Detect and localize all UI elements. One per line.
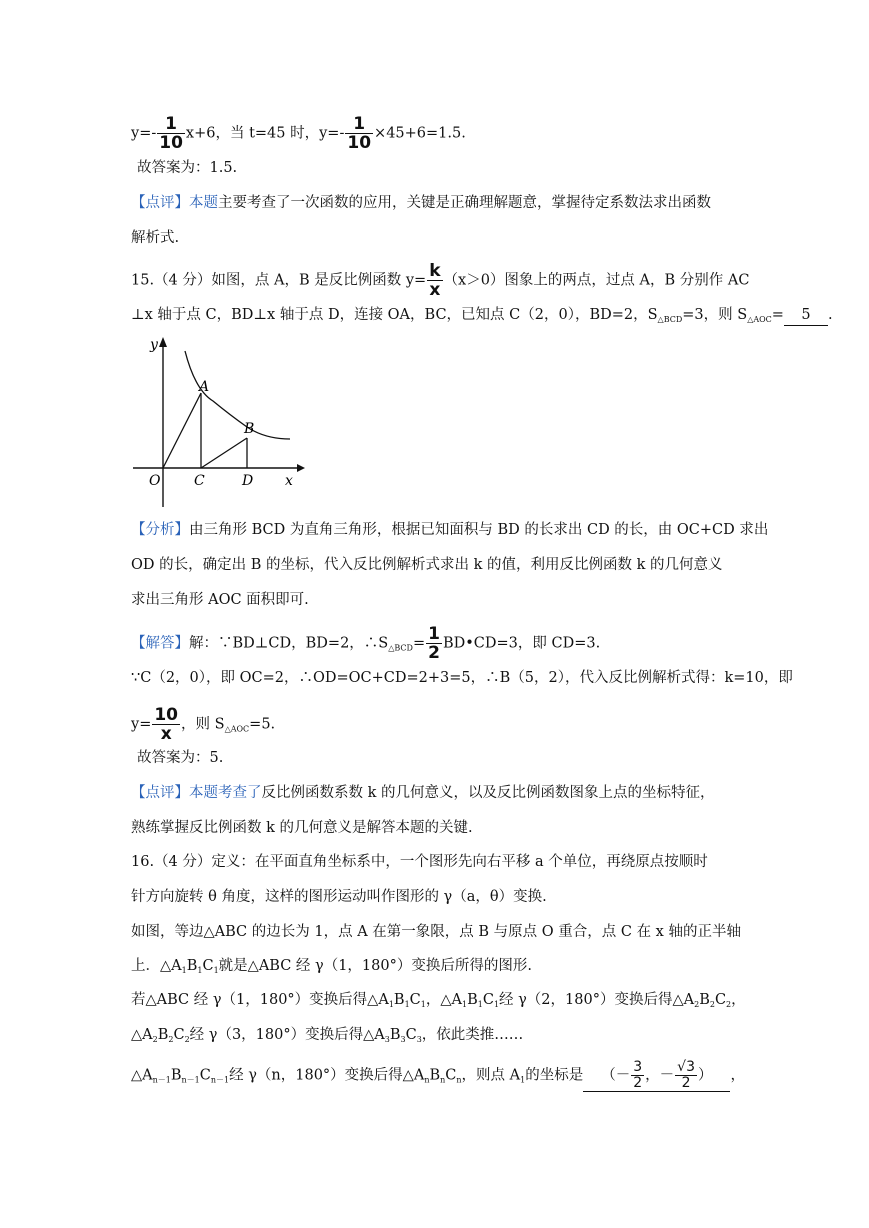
fraction: $\frac{1}{2}$ — [428, 624, 440, 663]
solution-tag: 【解答】 — [131, 635, 189, 652]
line-10: 【解答】解：∵BD⊥CD，BD=2，$\therefore S_{\triangle BCD}=$ $\frac{1}{2}$ BD•CD=3，即 CD=3. — [131, 624, 601, 663]
line-2: 故答案为：1.5. — [137, 160, 238, 176]
line-14: 【点评】本题考查了反比例函数系数 k 的几何意义，以及反比例函数图象上点的坐标特征， — [131, 785, 715, 801]
answer-blank: （－ $\frac{3}{2}$ ，－ $\frac{√3}{2}$ ） — [583, 1060, 730, 1092]
line-20: 若△ABC 经 γ（1，180°）变换后得$\triangle A_1B_1C_1$，$\triangle A_1B_1C_1$经 γ（2，180°）变换后得$\triangle A_2B_2C_2$， — [131, 992, 746, 1009]
line-19: 上．$\triangle A_1B_1C_1$就是△ABC 经 γ（1，180°）变换后所得的图形. — [131, 958, 532, 975]
line-21: $\triangle A_2B_2C_2$经 γ（3，180°）变换后得$\triangle A_3B_3C_3$，依此类推…… — [131, 1027, 524, 1044]
fraction: $\frac{1}{10}$ — [347, 114, 372, 153]
point-label-o: O — [149, 473, 161, 489]
axis-label-y: y — [150, 337, 158, 353]
fraction: $\frac{√3}{2}$ — [677, 1059, 695, 1091]
comment-tag: 【点评】 — [131, 785, 189, 801]
comment-tag: 【点评】 — [131, 195, 189, 211]
line-13: 故答案为：5. — [137, 750, 224, 766]
line-12: y= $\frac{10}{x}$ ，则 $S_{\triangle AOC}=5$. — [131, 705, 276, 744]
line-6: ⊥x 轴于点 C，BD⊥x 轴于点 D，连接 OA，BC，已知点 C（2，0），BD=2，$S_{\triangle BCD}=3$，则 $S_{\triangle AOC}= 5$ . — [131, 307, 833, 324]
point-label-a: A — [199, 379, 210, 395]
line-9: 求出三角形 AOC 面积即可. — [131, 592, 309, 608]
fraction: $\frac{10}{x}$ — [154, 705, 179, 744]
line-15: 熟练掌握反比例函数 k 的几何意义是解答本题的关键. — [131, 820, 473, 836]
answer-blank: 5 — [784, 305, 828, 326]
graph-figure — [125, 335, 305, 510]
point-label-b: B — [244, 421, 255, 437]
fraction: $\frac{k}{x}$ — [429, 261, 441, 300]
fraction: $\frac{3}{2}$ — [633, 1059, 643, 1091]
line-3: 【点评】本题主要考查了一次函数的应用，关键是正确理解题意，掌握待定系数法求出函数 — [131, 195, 711, 211]
line-18: 如图，等边△ABC 的边长为 1，点 A 在第一象限，点 B 与原点 O 重合，点 C 在 x 轴的正半轴 — [131, 924, 741, 940]
line-17: 针方向旋转 θ 角度，这样的图形运动叫作图形的 γ（a，θ）变换. — [131, 889, 547, 905]
point-label-d: D — [242, 473, 254, 489]
line-16: 16.（4 分）定义：在平面直角坐标系中，一个图形先向右平移 a 个单位，再绕原点按顺时 — [131, 854, 708, 870]
line-11: ∵C（2，0），即 OC=2，∴OD=OC+CD=2+3=5，∴B（5，2），代入反比例解析式得：k=10，即 — [131, 670, 793, 686]
point-label-c: C — [194, 473, 205, 489]
line-4: 解析式. — [131, 230, 180, 246]
line-7: 【分析】由三角形 BCD 为直角三角形，根据已知面积与 BD 的长求出 CD 的长，由 OC+CD 求出 — [131, 522, 769, 538]
line-5: 15.（4 分）如图，点 A，B 是反比例函数 y= $\frac{k}{x}$ （x＞0）图象上的两点，过点 A，B 分别作 AC — [131, 261, 750, 300]
axis-label-x: x — [285, 473, 293, 489]
line-1: y=- $\frac{1}{10}$ x+6，当 t=45 时，y=- $\frac{1}{10}$ ×45+6=1.5. — [131, 114, 466, 153]
analysis-tag: 【分析】 — [131, 522, 189, 538]
line-8: OD 的长，确定出 B 的坐标，代入反比例解析式求出 k 的值，利用反比例函数 k 的几何意义 — [131, 557, 723, 573]
line-22: $\triangle A_{n-1}B_{n-1}C_{n-1}$经 γ（n，180°）变换后得$\triangle A_nB_nC_n$，则点 $A_1$的坐标是 （－ $\frac{3}{2}$ ，－ $\frac{√3}{2}$ ） ， — [131, 1059, 745, 1091]
fraction: $\frac{1}{10}$ — [159, 114, 183, 153]
